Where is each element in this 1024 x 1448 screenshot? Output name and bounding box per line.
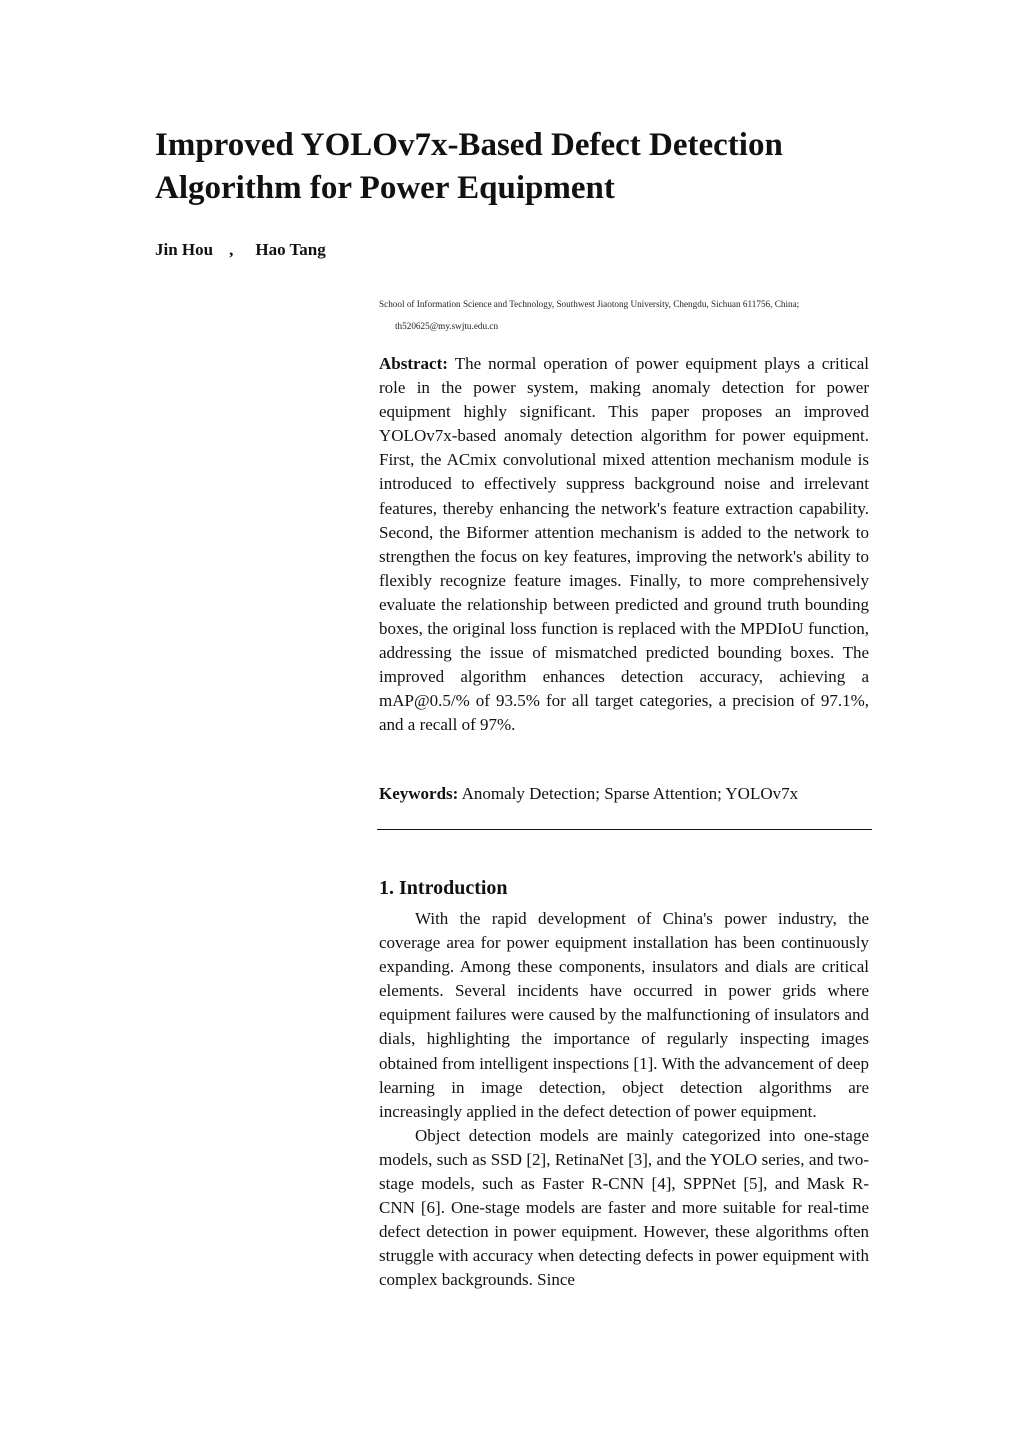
affiliation-address: School of Information Science and Technology, Southwest Jiaotong University, Chengdu, Sichuan 611756, China; (379, 299, 800, 309)
author-list (155, 240, 326, 260)
paper-title-line-1: Improved YOLOv7x-Based Defect Detection (155, 127, 783, 163)
author-name: Jin Hou (155, 240, 214, 259)
section-heading-introduction: 1. Introduction (379, 877, 508, 899)
abstract (379, 352, 869, 738)
affiliation-email: th520625@my.swjtu.edu.cn (395, 321, 499, 331)
introduction-body (379, 907, 869, 1293)
keywords-label: Keywords: (379, 784, 459, 803)
abstract-text: The normal operation of power equipment plays a critical role in the power system, making anomaly detection for power equipment highly significant. This paper proposes an improved YOLOv7x-based anomaly detection algorithm for power equipment. First, the ACmix convolutional mixed attention mechanism module is introduced to effectively suppress background noise and irrelevant features, thereby enhancing the network's feature extraction capability. Second, the Biformer attention mechanism is added to the network to strengthen the focus on key features, improving the network's ability to flexibly recognize feature images. Finally, to more comprehensively evaluate the relationship between predicted and ground truth bounding boxes, the original loss function is replaced with the MPDIoU function, addressing the issue of mismatched predicted bounding boxes. The improved algorithm enhances detection accuracy, achieving a mAP@0.5/% of 93.5% for all target categories, a precision of 97.1%, and a recall of 97%. (379, 354, 869, 735)
affiliation (379, 293, 879, 337)
keywords (379, 782, 869, 806)
section-divider (377, 829, 872, 830)
introduction-paragraph: Object detection models are mainly categorized into one-stage models, such as SSD [2], RetinaNet [3], and the YOLO series, and two-stage models, such as Faster R-CNN [4], SPPNet [5], and Mask R-CNN [6]. One-stage models are faster and more suitable for real-time defect detection in power equipment. However, these algorithms often struggle with accuracy when detecting defects in power equipment with complex backgrounds. Since (379, 1125, 869, 1290)
paper-title-line-2: Algorithm for Power Equipment (155, 170, 615, 206)
abstract-label: Abstract: (379, 354, 448, 373)
author-name: Hao Tang (255, 240, 326, 259)
introduction-paragraph: With the rapid development of China's power industry, the coverage area for power equipment installation has been continuously expanding. Among these components, insulators and dials are critical elements. Several incidents have occurred in power grids where equipment failures were caused by the malfunctioning of insulators and dials, highlighting the importance of regularly inspecting images obtained from intelligent inspections [1]. With the advancement of deep learning in image detection, object detection algorithms are increasingly applied in the defect detection of power equipment. (379, 909, 869, 1121)
keywords-text: Anomaly Detection; Sparse Attention; YOLOv7x (461, 784, 799, 803)
author-separator: , (229, 240, 234, 259)
paper-title (155, 124, 915, 210)
